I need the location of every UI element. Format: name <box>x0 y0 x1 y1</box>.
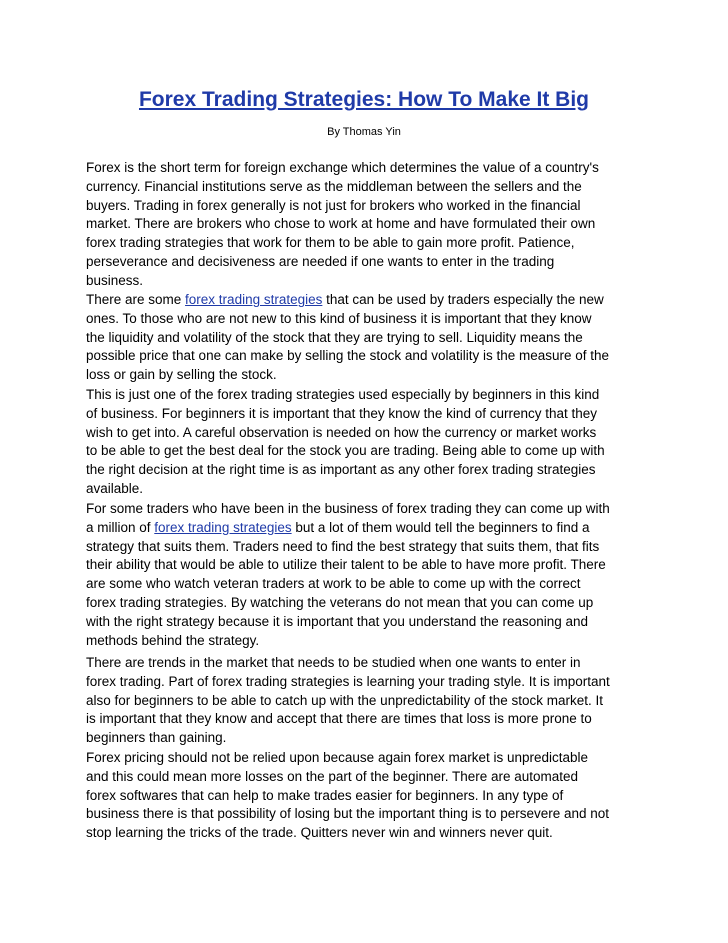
text-line: Forex is the short term for foreign exchange which determines the value of a country's <box>86 160 599 175</box>
text-line: with the right strategy because it is important that you understand the reasoning and <box>86 613 589 629</box>
text-line: the right decision at the right time is as important as any other forex trading strategies <box>86 462 596 478</box>
text-line: forex trading strategies that work for them to be able to gain more profit. Patience, <box>86 235 575 251</box>
paragraph-2 <box>86 291 609 385</box>
text-line: currency. Financial institutions serve as the middleman between the sellers and the <box>86 178 582 194</box>
text-line <box>86 291 609 310</box>
text-run: but a lot of them would tell the beginners to find a <box>291 519 590 535</box>
text-line: loss or gain by selling the stock. <box>86 367 277 383</box>
text-line: For some traders who have been in the business of forex trading they can come up with <box>86 501 610 516</box>
text-line: methods behind the strategy. <box>86 632 260 648</box>
author-byline: By Thomas Yin <box>327 126 401 138</box>
article-title[interactable]: Forex Trading Strategies: How To Make It Big <box>138 88 589 111</box>
forex-strategies-link[interactable]: forex trading strategies <box>185 292 323 307</box>
text-line: to be able to get the best deal for the stock you are trading. Being able to come up with <box>86 443 605 459</box>
paragraph-4 <box>86 500 610 650</box>
text-line: forex trading strategies. By watching the veterans do not mean that you can come up <box>86 594 594 610</box>
text-line: wish to get into. A careful observation is needed on how the currency or market works <box>86 424 597 440</box>
text-line: business there is that possibility of losing but the important thing is to persevere and not <box>86 806 610 822</box>
text-line: forex trading. Part of forex trading strategies is learning your trading style. It is important <box>86 673 610 689</box>
text-line: business. <box>86 272 144 288</box>
text-line: market. There are brokers who chose to work at home and have formulated their own <box>86 216 596 232</box>
text-line: are some who watch veteran traders at work to be able to come up with the correct <box>86 576 581 592</box>
text-line: beginners than gaining. <box>86 730 227 746</box>
text-line: available. <box>86 480 144 496</box>
text-line: possible price that one can make by selling the stock and volatility is the measure of the <box>86 348 610 364</box>
paragraph-5 <box>86 654 610 748</box>
text-line: forex softwares that can help to make trades easier for beginners. In any type of <box>86 787 564 803</box>
text-line: strategy that suits them. Traders need to find the best strategy that suits them, that fits <box>86 538 600 554</box>
paragraph-3 <box>86 386 605 499</box>
text-line: This is just one of the forex trading strategies used especially by beginners in this kind <box>86 387 600 402</box>
text-run: that can be used by traders especially the new <box>322 292 604 307</box>
text-line: stop learning the tricks of the trade. Quitters never win and winners never quit. <box>86 825 553 841</box>
text-line: of business. For beginners it is important that they know the kind of currency that they <box>86 405 598 421</box>
text-line: is important that they know and accept that there are times that loss is more prone to <box>86 711 592 727</box>
text-run: There are some <box>86 292 186 307</box>
text-line <box>86 519 610 538</box>
text-line: their ability that would be able to utilize their talent to be able to have more profit. There <box>86 557 606 573</box>
text-line: Forex pricing should not be relied upon because again forex market is unpredictable <box>86 750 589 765</box>
paragraph-1 <box>86 159 599 291</box>
text-line: also for beginners to be able to catch up with the unpredictability of the stock market. It <box>86 692 604 708</box>
text-line: There are trends in the market that needs to be studied when one wants to enter in <box>86 655 581 670</box>
text-line: perseverance and decisiveness are needed if one wants to enter in the trading <box>86 253 555 269</box>
paragraph-6 <box>86 749 609 843</box>
forex-strategies-link[interactable]: forex trading strategies <box>154 519 292 535</box>
text-run: a million of <box>86 519 155 535</box>
text-line: buyers. Trading in forex generally is not just for brokers who worked in the financial <box>86 197 581 213</box>
text-line: the liquidity and volatility of the stock that they are trying to sell. Liquidity means the <box>86 329 583 345</box>
text-line: ones. To those who are not new to this kind of business it is important that they know <box>86 310 592 326</box>
text-line: and this could mean more losses on the part of the beginner. There are automated <box>86 768 579 784</box>
